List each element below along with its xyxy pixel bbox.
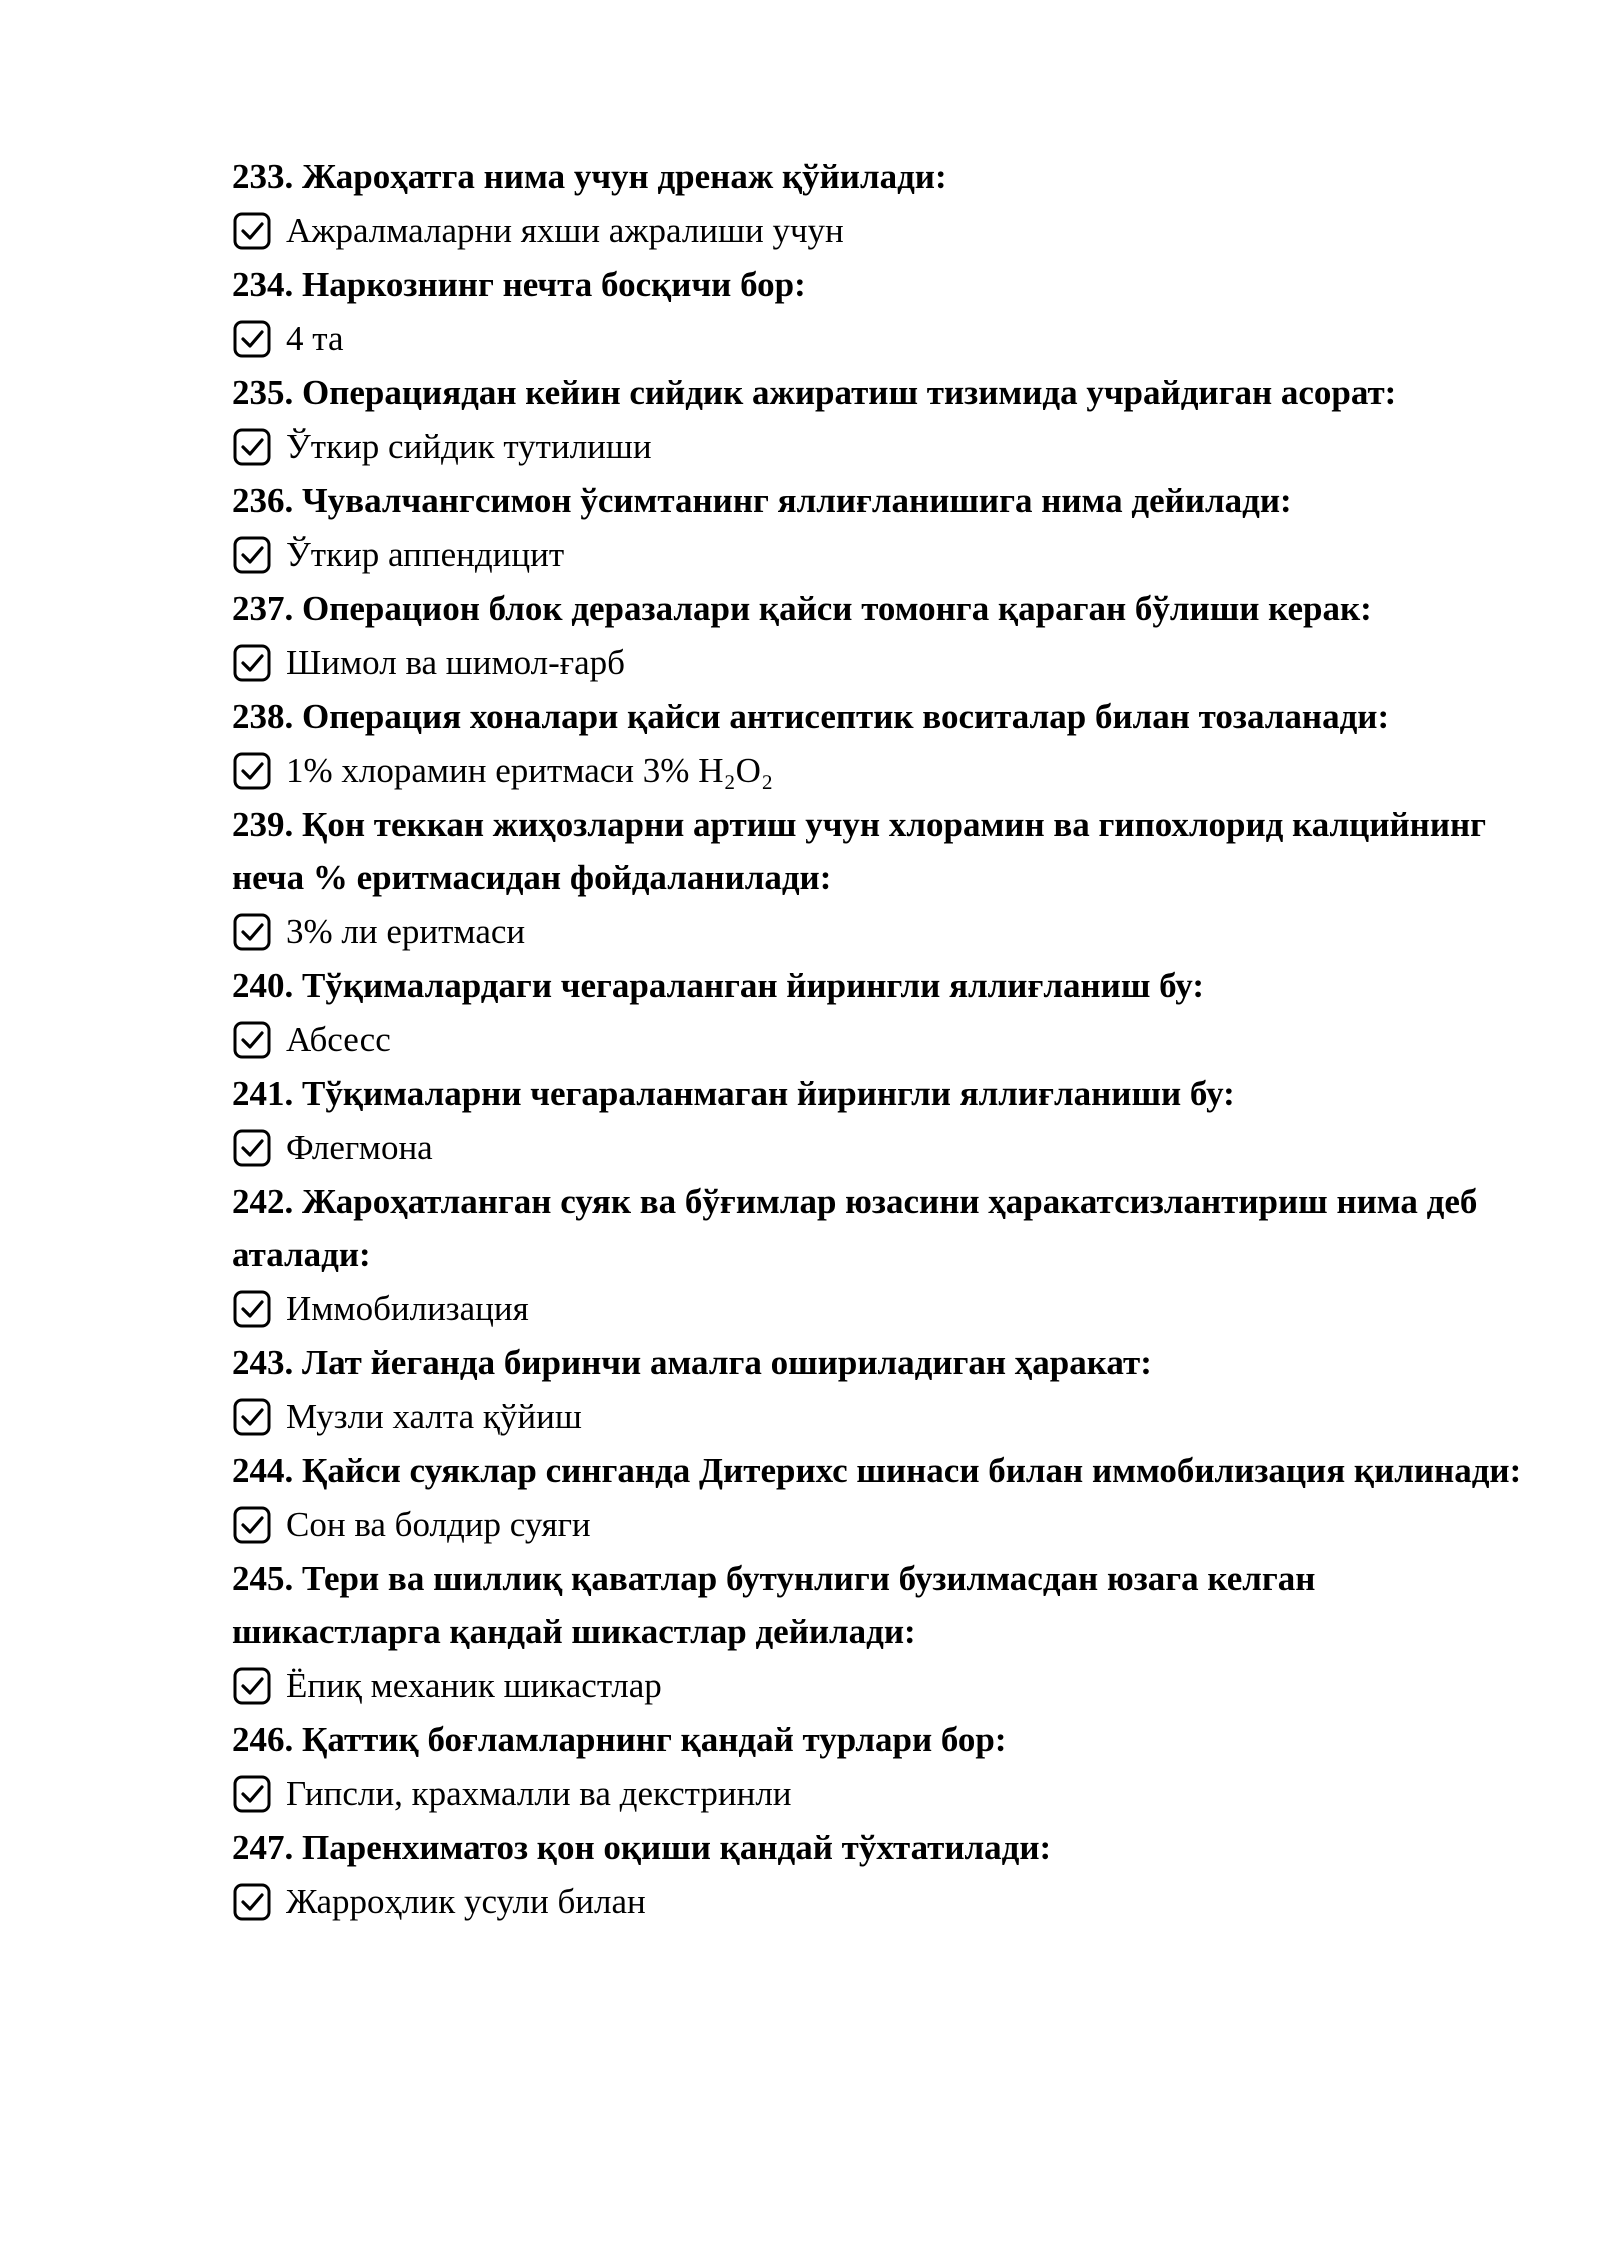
qa-item [232,798,1532,959]
qa-item [232,1336,1532,1444]
qa-item [232,474,1532,582]
answer-text: Гипсли, крахмалли ва декстринли [286,1774,792,1813]
answer-text: Сон ва болдир суяги [286,1505,591,1544]
answer-text: Шимол ва шимол-ғарб [286,643,625,682]
checkbox-checked-icon [232,319,272,359]
question-text: 244. Қайси суяклар синганда Дитерихс шинаси билан иммобилизация қилинади: [232,1451,1522,1490]
answer-text: Иммобилизация [286,1289,529,1328]
question-text: 239. Қон теккан жиҳозларни артиш учун хлорамин ва гипохлорид калцийнинг неча % еритмасидан фойдаланилади: [232,805,1487,897]
answer-row [232,1497,1532,1552]
answer-text: 1% хлорамин еритмаси 3% H₂O₂ [286,751,774,790]
answer-row [232,527,1532,582]
answer-text: Флегмона [286,1128,433,1167]
answer-row [232,1012,1532,1067]
answer-row [232,1658,1532,1713]
answer-text: Ажралмаларни яхши ажралиши учун [286,211,844,250]
answer-text: 4 та [286,319,344,358]
question-text: 234. Наркознинг нечта босқичи бор: [232,265,806,304]
question-text: 237. Операцион блок деразалари қайси томонга қараган бўлиши керак: [232,589,1372,628]
checkbox-checked-icon [232,912,272,952]
qa-item [232,690,1532,798]
answer-row [232,635,1532,690]
checkbox-checked-icon [232,211,272,251]
checkbox-checked-icon [232,643,272,683]
qa-item [232,1067,1532,1175]
answer-text: Жарроҳлик усули билан [286,1882,646,1921]
qa-item [232,1444,1532,1552]
checkbox-checked-icon [232,1020,272,1060]
question-text: 236. Чувалчангсимон ўсимтанинг яллиғланишига нима дейилади: [232,481,1292,520]
question-text: 238. Операция хоналари қайси антисептик воситалар билан тозаланади: [232,697,1390,736]
qa-item [232,1713,1532,1821]
checkbox-checked-icon [232,535,272,575]
answer-row [232,1389,1532,1444]
answer-row [232,203,1532,258]
answer-text: Ўткир аппендицит [286,535,565,574]
question-text: 242. Жароҳатланган суяк ва бўғимлар юзасини ҳаракатсизлантириш нима деб аталади: [232,1182,1478,1274]
answer-text: Ёпиқ механик шикастлар [286,1666,662,1705]
question-text: 233. Жароҳатга нима учун дренаж қўйилади: [232,157,947,196]
question-text: 245. Тери ва шиллиқ қаватлар бутунлиги бузилмасдан юзага келган шикастларга қандай шикастлар дейилади: [232,1559,1316,1651]
answer-text: Ўткир сийдик тутилиши [286,427,652,466]
question-text: 246. Қаттиқ боғламларнинг қандай турлари бор: [232,1720,1007,1759]
qa-item [232,1175,1532,1336]
answer-row [232,743,1532,798]
checkbox-checked-icon [232,427,272,467]
qa-item [232,1821,1532,1929]
answer-row [232,1120,1532,1175]
checkbox-checked-icon [232,1666,272,1706]
qa-item [232,150,1532,258]
answer-row [232,311,1532,366]
qa-item [232,258,1532,366]
checkbox-checked-icon [232,1397,272,1437]
qa-item [232,959,1532,1067]
checkbox-checked-icon [232,751,272,791]
question-text: 235. Операциядан кейин сийдик ажиратиш тизимида учрайдиган асорат: [232,373,1397,412]
document-page [232,150,1532,1929]
qa-item [232,582,1532,690]
answer-text: Абсесс [286,1020,391,1059]
qa-item [232,366,1532,474]
checkbox-checked-icon [232,1882,272,1922]
question-text: 243. Лат йеганда биринчи амалга ошириладиган ҳаракат: [232,1343,1152,1382]
question-text: 241. Тўқималарни чегараланмаган йирингли яллиғланиши бу: [232,1074,1235,1113]
answer-row [232,1281,1532,1336]
checkbox-checked-icon [232,1289,272,1329]
checkbox-checked-icon [232,1774,272,1814]
answer-row [232,419,1532,474]
answer-text: Музли халта қўйиш [286,1397,582,1436]
qa-item [232,1552,1532,1713]
answer-row [232,904,1532,959]
checkbox-checked-icon [232,1128,272,1168]
answer-row [232,1874,1532,1929]
answer-text: 3% ли еритмаси [286,912,526,951]
question-text: 240. Тўқималардаги чегараланган йирингли яллиғланиш бу: [232,966,1204,1005]
answer-row [232,1766,1532,1821]
checkbox-checked-icon [232,1505,272,1545]
question-text: 247. Паренхиматоз қон оқиши қандай тўхтатилади: [232,1828,1052,1867]
